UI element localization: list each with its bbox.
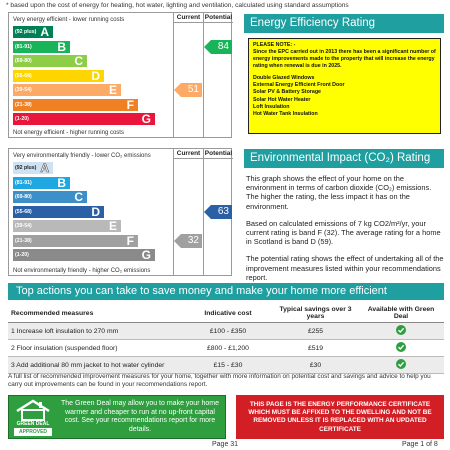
impact-paragraph: This graph shows the effect of your home on the environment in terms of carbon dioxide (CO₂) emissions. The higher the rating, the less impact it has on the environment.	[246, 174, 432, 211]
saving-cell: £30	[273, 357, 358, 374]
cost-cell: £15 - £30	[183, 357, 273, 374]
current-rating-marker	[174, 234, 202, 248]
please-note-box	[248, 38, 441, 134]
band-range: (39-54)	[15, 87, 32, 93]
current-column-header: Current	[173, 149, 203, 159]
current-rating-value: 51	[187, 84, 199, 95]
rating-band-e	[13, 84, 121, 96]
notice-item: Loft Insulation	[253, 103, 290, 110]
logo-text-approved: APPROVED	[14, 428, 52, 436]
rating-band-c	[13, 191, 87, 203]
band-letter: G	[141, 112, 151, 126]
rating-band-e	[13, 220, 121, 232]
potential-column-header: Potential	[204, 150, 233, 157]
logo-text-green-deal: GREEN DEAL	[16, 421, 50, 427]
header-cost: Indicative cost	[183, 304, 273, 323]
checkmark-icon	[396, 342, 406, 352]
impact-paragraph: Based on calculated emissions of 7 kg CO2/m²/yr, your current rating is band F (32). The average rating for a home in Scotland is band D (59).	[246, 218, 441, 247]
notice-heading: PLEASE NOTE: -	[253, 42, 296, 48]
green-deal-box	[8, 395, 226, 439]
band-letter: F	[126, 233, 134, 248]
table-row	[8, 323, 444, 340]
environmental-impact-chart	[8, 148, 232, 276]
notice-item: External Energy Efficient Front Door	[253, 82, 345, 89]
current-rating-value: 32	[187, 234, 199, 246]
rating-band-g	[13, 113, 155, 125]
band-range: (81-91)	[15, 179, 32, 186]
rating-band-f	[13, 235, 138, 247]
table-header-row	[8, 304, 444, 323]
potential-rating-marker	[204, 205, 232, 219]
rating-band-c	[13, 55, 87, 67]
band-range: (92 plus)	[15, 29, 37, 35]
band-range: (1-20)	[15, 252, 29, 258]
band-range: (69-80)	[15, 194, 32, 200]
table-row	[8, 340, 444, 357]
notice-body: Since the EPC carried out in 2013 there has been a significant number of energy improvements made to the property that will increase the energy rating when renewal is due in 2025.	[253, 49, 436, 69]
band-range: (21-38)	[15, 101, 32, 108]
band-range: (55-68)	[15, 208, 32, 215]
measure-cell: 1 Increase loft insulation to 270 mm	[8, 323, 183, 340]
header-measures: Recommended measures	[8, 304, 183, 323]
rating-band-f	[13, 99, 138, 111]
rating-band-a	[13, 26, 53, 38]
rating-band-d	[13, 206, 104, 218]
band-letter: D	[91, 204, 100, 219]
green-deal-logo	[13, 399, 53, 437]
notice-item: Double Glazed Windows	[253, 75, 315, 81]
cost-cell: £800 - £1,200	[183, 340, 273, 357]
bottom-caption: Not energy efficient - higher running costs	[13, 130, 124, 136]
band-letter: F	[126, 97, 134, 112]
band-range: (92 plus)	[15, 165, 37, 171]
house-icon	[13, 399, 53, 421]
rating-band-g	[13, 249, 155, 261]
potential-column-header: Potential	[204, 14, 233, 21]
potential-rating-marker	[204, 40, 232, 54]
epc-affix-notice: THIS PAGE IS THE ENERGY PERFORMANCE CERTIFICATE WHICH MUST BE AFFIXED TO THE DWELLING AND NOT BE REMOVED UNLESS IT IS REPLACED WITH AN UPDATED CERTIFICATE	[236, 395, 444, 439]
band-letter: G	[141, 248, 151, 262]
recommended-measures-table	[8, 304, 444, 374]
rating-band-b	[13, 177, 70, 189]
rating-band-a	[13, 162, 53, 174]
band-letter: C	[74, 54, 83, 68]
top-caption: Very energy efficient - lower running costs	[13, 17, 125, 23]
page-number: Page 31	[212, 441, 239, 448]
band-letter: B	[57, 39, 66, 54]
green-deal-cell	[358, 340, 444, 357]
notice-item: Solar Hot Water Heater	[253, 96, 311, 103]
current-rating-marker	[174, 83, 202, 97]
band-range: (39-54)	[15, 223, 32, 229]
green-deal-cell	[358, 323, 444, 340]
band-letter: A	[40, 25, 49, 39]
band-letter: C	[74, 190, 83, 204]
notice-item: Solar PV & Battery Storage	[253, 89, 321, 96]
top-note: * based upon the cost of energy for heating, hot water, lighting and ventilation, calculated using standard assumptions	[6, 2, 349, 9]
band-range: (55-68)	[15, 72, 32, 79]
cost-cell: £100 - £350	[183, 323, 273, 340]
recommendations-footnote: A full list of recommended improvement measures for your home, together with more information on potential cost and savings and advice to help you carry out improvements can be found in your recommendations report.	[8, 373, 431, 388]
measure-cell: 2 Floor insulation (suspended floor)	[8, 340, 183, 357]
impact-description	[246, 174, 444, 290]
potential-rating-value: 84	[217, 40, 229, 52]
rating-band-d	[13, 70, 104, 82]
current-column-header: Current	[173, 13, 203, 23]
band-range: (69-80)	[15, 58, 32, 64]
header-savings: Typical savings over 3 years	[273, 304, 358, 323]
band-letter: A	[40, 161, 49, 175]
measure-cell: 3 Add additional 80 mm jacket to hot water cylinder	[8, 357, 183, 374]
efficiency-title: Energy Efficiency Rating	[244, 14, 444, 33]
energy-efficiency-chart	[8, 12, 232, 138]
green-deal-text: The Green Deal may allow you to make your home warmer and cheaper to run at no up-front capital cost. See your recommendations report for more details.	[61, 400, 219, 433]
band-letter: B	[57, 175, 66, 190]
band-range: (1-20)	[15, 116, 29, 122]
potential-rating-value: 63	[217, 205, 229, 217]
header-green-deal: Available with Green Deal	[358, 304, 444, 323]
rating-band-b	[13, 41, 70, 53]
checkmark-icon	[396, 359, 406, 369]
notice-item: Hot Water Tank Insulation	[253, 111, 318, 118]
band-range: (21-38)	[15, 237, 32, 244]
band-letter: D	[91, 68, 100, 83]
saving-cell: £255	[273, 323, 358, 340]
top-caption: Very environmentally friendly - lower CO₂ emissions	[13, 153, 151, 159]
bottom-caption: Not environmentally friendly - higher CO₂ emissions	[13, 268, 151, 274]
saving-cell: £519	[273, 340, 358, 357]
table-row	[8, 357, 444, 374]
band-range: (81-91)	[15, 43, 32, 50]
impact-paragraph: The potential rating shows the effect of undertaking all of the improvement measures listed within your recommendations report.	[246, 254, 444, 282]
band-letter: E	[108, 219, 117, 233]
page-count: Page 1 of 8	[402, 441, 438, 448]
impact-title: Environmental Impact (CO₂) Rating	[244, 149, 444, 168]
actions-title: Top actions you can take to save money and make your home more efficient	[8, 283, 444, 300]
band-letter: E	[108, 83, 117, 97]
checkmark-icon	[396, 325, 406, 335]
green-deal-cell	[358, 357, 444, 374]
